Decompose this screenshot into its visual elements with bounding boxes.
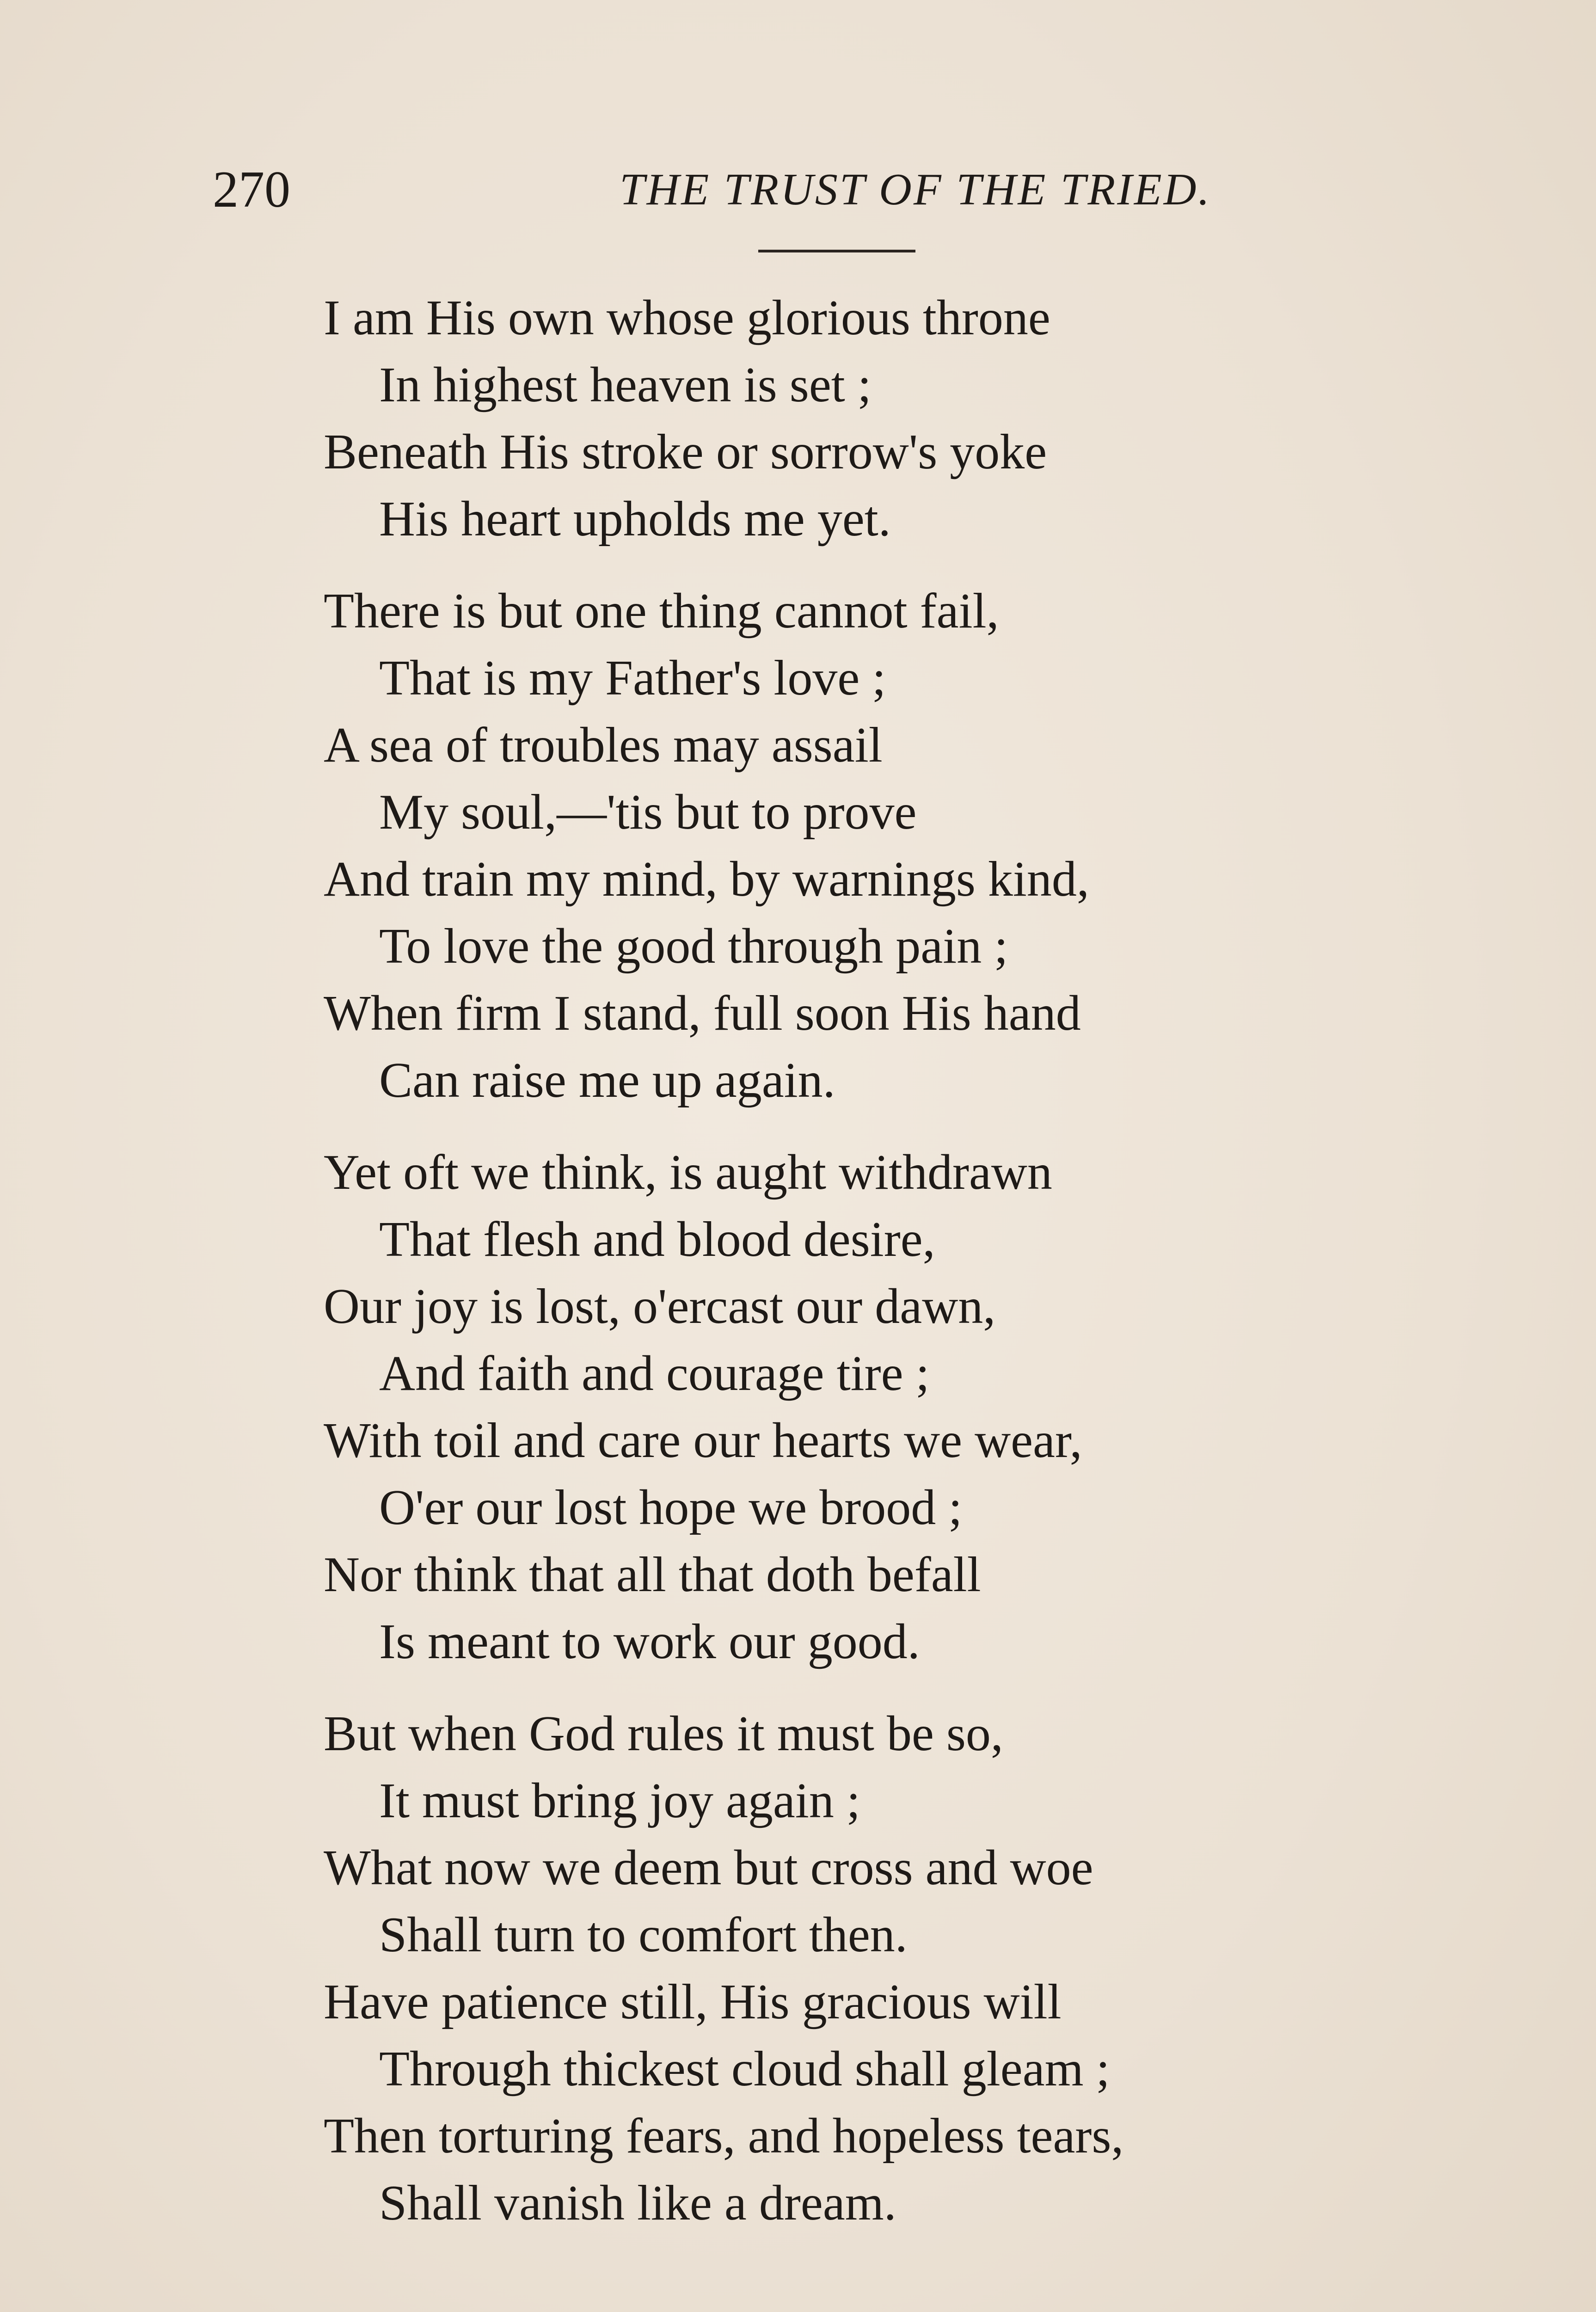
poem-body [324,284,1341,2262]
poem-line: Nor think that all that doth befall [324,1547,981,1602]
poem-line: Shall turn to comfort then. [379,1907,908,1962]
poem-line: What now we deem but cross and woe [324,1840,1093,1895]
page-header [213,157,1211,222]
poem-line: It must bring joy again ; [379,1773,860,1828]
poem-line: Through thickest cloud shall gleam ; [379,2041,1110,2097]
poem-line: Is meant to work our good. [379,1614,920,1669]
poem-line: I am His own whose glorious throne [324,290,1050,345]
poem-line: Beneath His stroke or sorrow's yoke [324,424,1047,480]
stanza [324,578,1341,1114]
poem-line: When firm I stand, full soon His hand [324,986,1081,1041]
poem-line: And faith and courage tire ; [379,1346,930,1401]
poem-line: Our joy is lost, o'ercast our dawn, [324,1279,996,1334]
stanza [324,1700,1341,2237]
poem-line: There is but one thing cannot fail, [324,584,999,639]
poem-line: Yet oft we think, is aught withdrawn [324,1145,1052,1200]
poem-line: And train my mind, by warnings kind, [324,852,1089,907]
poem-line: His heart upholds me yet. [379,492,891,547]
poem-line: My soul,—'tis but to prove [379,785,917,840]
poem-line: Have patience still, His gracious will [324,1974,1062,2029]
poem-line: With toil and care our hearts we wear, [324,1413,1082,1468]
poem-line: Can raise me up again. [379,1053,835,1108]
poem-line: Then torturing fears, and hopeless tears, [324,2109,1124,2164]
page-number: 270 [213,161,290,218]
poem-line: Shall vanish like a dream. [379,2176,896,2231]
stanza [324,1139,1341,1675]
header-rule [758,250,915,252]
poem-line: A sea of troubles may assail [324,718,883,773]
poem-line: But when God rules it must be so, [324,1706,1003,1761]
poem-line: That flesh and blood desire, [379,1212,935,1267]
poem-line: That is my Father's love ; [379,651,886,706]
poem-line: In highest heaven is set ; [379,357,872,412]
poem-line: O'er our lost hope we brood ; [379,1480,963,1535]
poem-line: To love the good through pain ; [379,919,1008,974]
running-title: THE TRUST OF THE TRIED. [620,165,1211,215]
stanza [324,284,1341,553]
